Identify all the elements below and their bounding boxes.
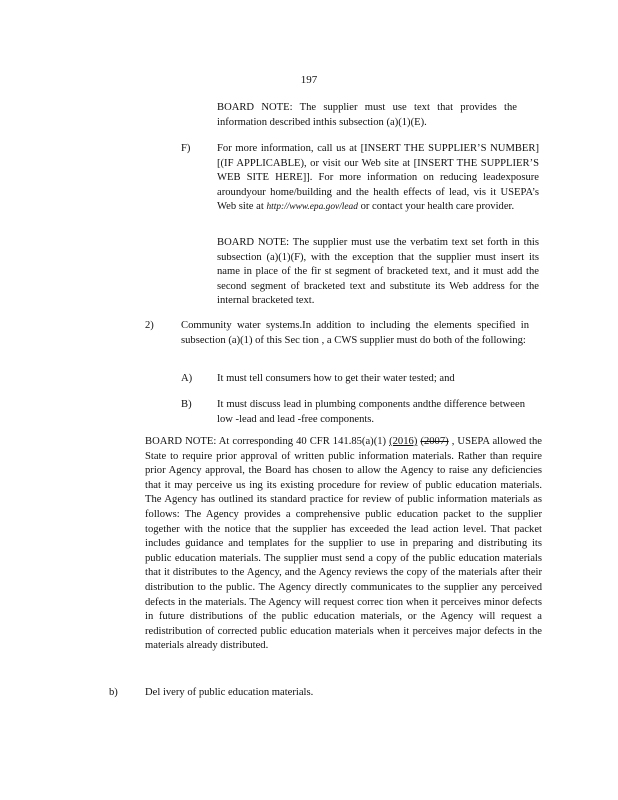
page-number: 197 (300, 74, 318, 86)
item-2a-paragraph: It must tell consumers how to get their water tested; and (217, 373, 455, 384)
item-2b-paragraph: It must discuss lead in plumbing components andthe difference between low -lead and lead -free components. (217, 399, 525, 425)
inserted-year: (2016) (389, 436, 418, 447)
epa-url-link[interactable]: http://www.epa.gov/lead (266, 202, 358, 213)
item-f-paragraph (217, 142, 539, 215)
board-note-subsection-f: BOARD NOTE: The supplier must use the verbatim text set forth in this subsection (a)(1)(F), with the exception that the supplier must insert its name in place of the fir st segment of bracketed text, and it must add the second segment of bracketed text and substitute its Web address for the internal bracketed text. (217, 237, 539, 307)
item-2b-marker: B) (181, 399, 192, 410)
deleted-year: (2007) (420, 436, 449, 447)
board-note-subsection-e: BOARD NOTE: The supplier must use text that provides the information described inthis subsection (a)(1)(E). (217, 102, 517, 128)
item-b-marker: b) (109, 687, 118, 698)
item-b-heading: Del ivery of public education materials. (145, 687, 314, 698)
item-f-text: For more information, call us at [INSERT THE SUPPLIER’S NUMBER] [(IF APPLICABLE), or visit our Web site at [INSERT THE SUPPLIER’S WEB SITE HERE]]. For more information on reducing leadexposure aroundyour home/building and the health effects of lead, vis it USEPA’s Web site at (217, 143, 539, 213)
item-2a-marker: A) (181, 373, 193, 384)
item-2-marker: 2) (145, 320, 154, 331)
item-2-paragraph: Community water systems.In addition to including the elements specified in subsection (a)(1) of this Sec tion , a CWS supplier must do both of the following: (181, 320, 529, 346)
board-note-main-lead: BOARD NOTE: At corresponding 40 CFR 141.85(a)(1) (145, 436, 390, 447)
board-note-main-body: , USEPA allowed the State to require prior approval of written public information materials. Rather than require prior Agency approval, the Board has chosen to allow the Agency to raise any deficiencies that it may perceive us ing its existing procedure for review of public education materials. The Agency has outlined its standard practice for review of public information materials as follows: The Agency provides a comprehensive public education packet to the supplier together with the notice that the supplier has exceeded the lead action level. That packet includes guidance and templates for the supplier to use in preparing and distributing its public education materials. The supplier must send a copy of the public education materials that it distributes to the Agency, and the Agency reviews the copy of the materials after their distribution to the public. The Agency directly communicates to the supplier any perceived defects in the materials. The Agency will request correc tion when it perceives minor defects in future distributions of the public education materials, or the Agency will request a redistribution of corrected public education materials when it perceives major defects in the materials already distributed. (145, 436, 542, 652)
board-note-main (145, 435, 542, 654)
item-f-text-end: or contact your health care provider. (357, 201, 515, 213)
item-f-marker: F) (181, 143, 191, 154)
